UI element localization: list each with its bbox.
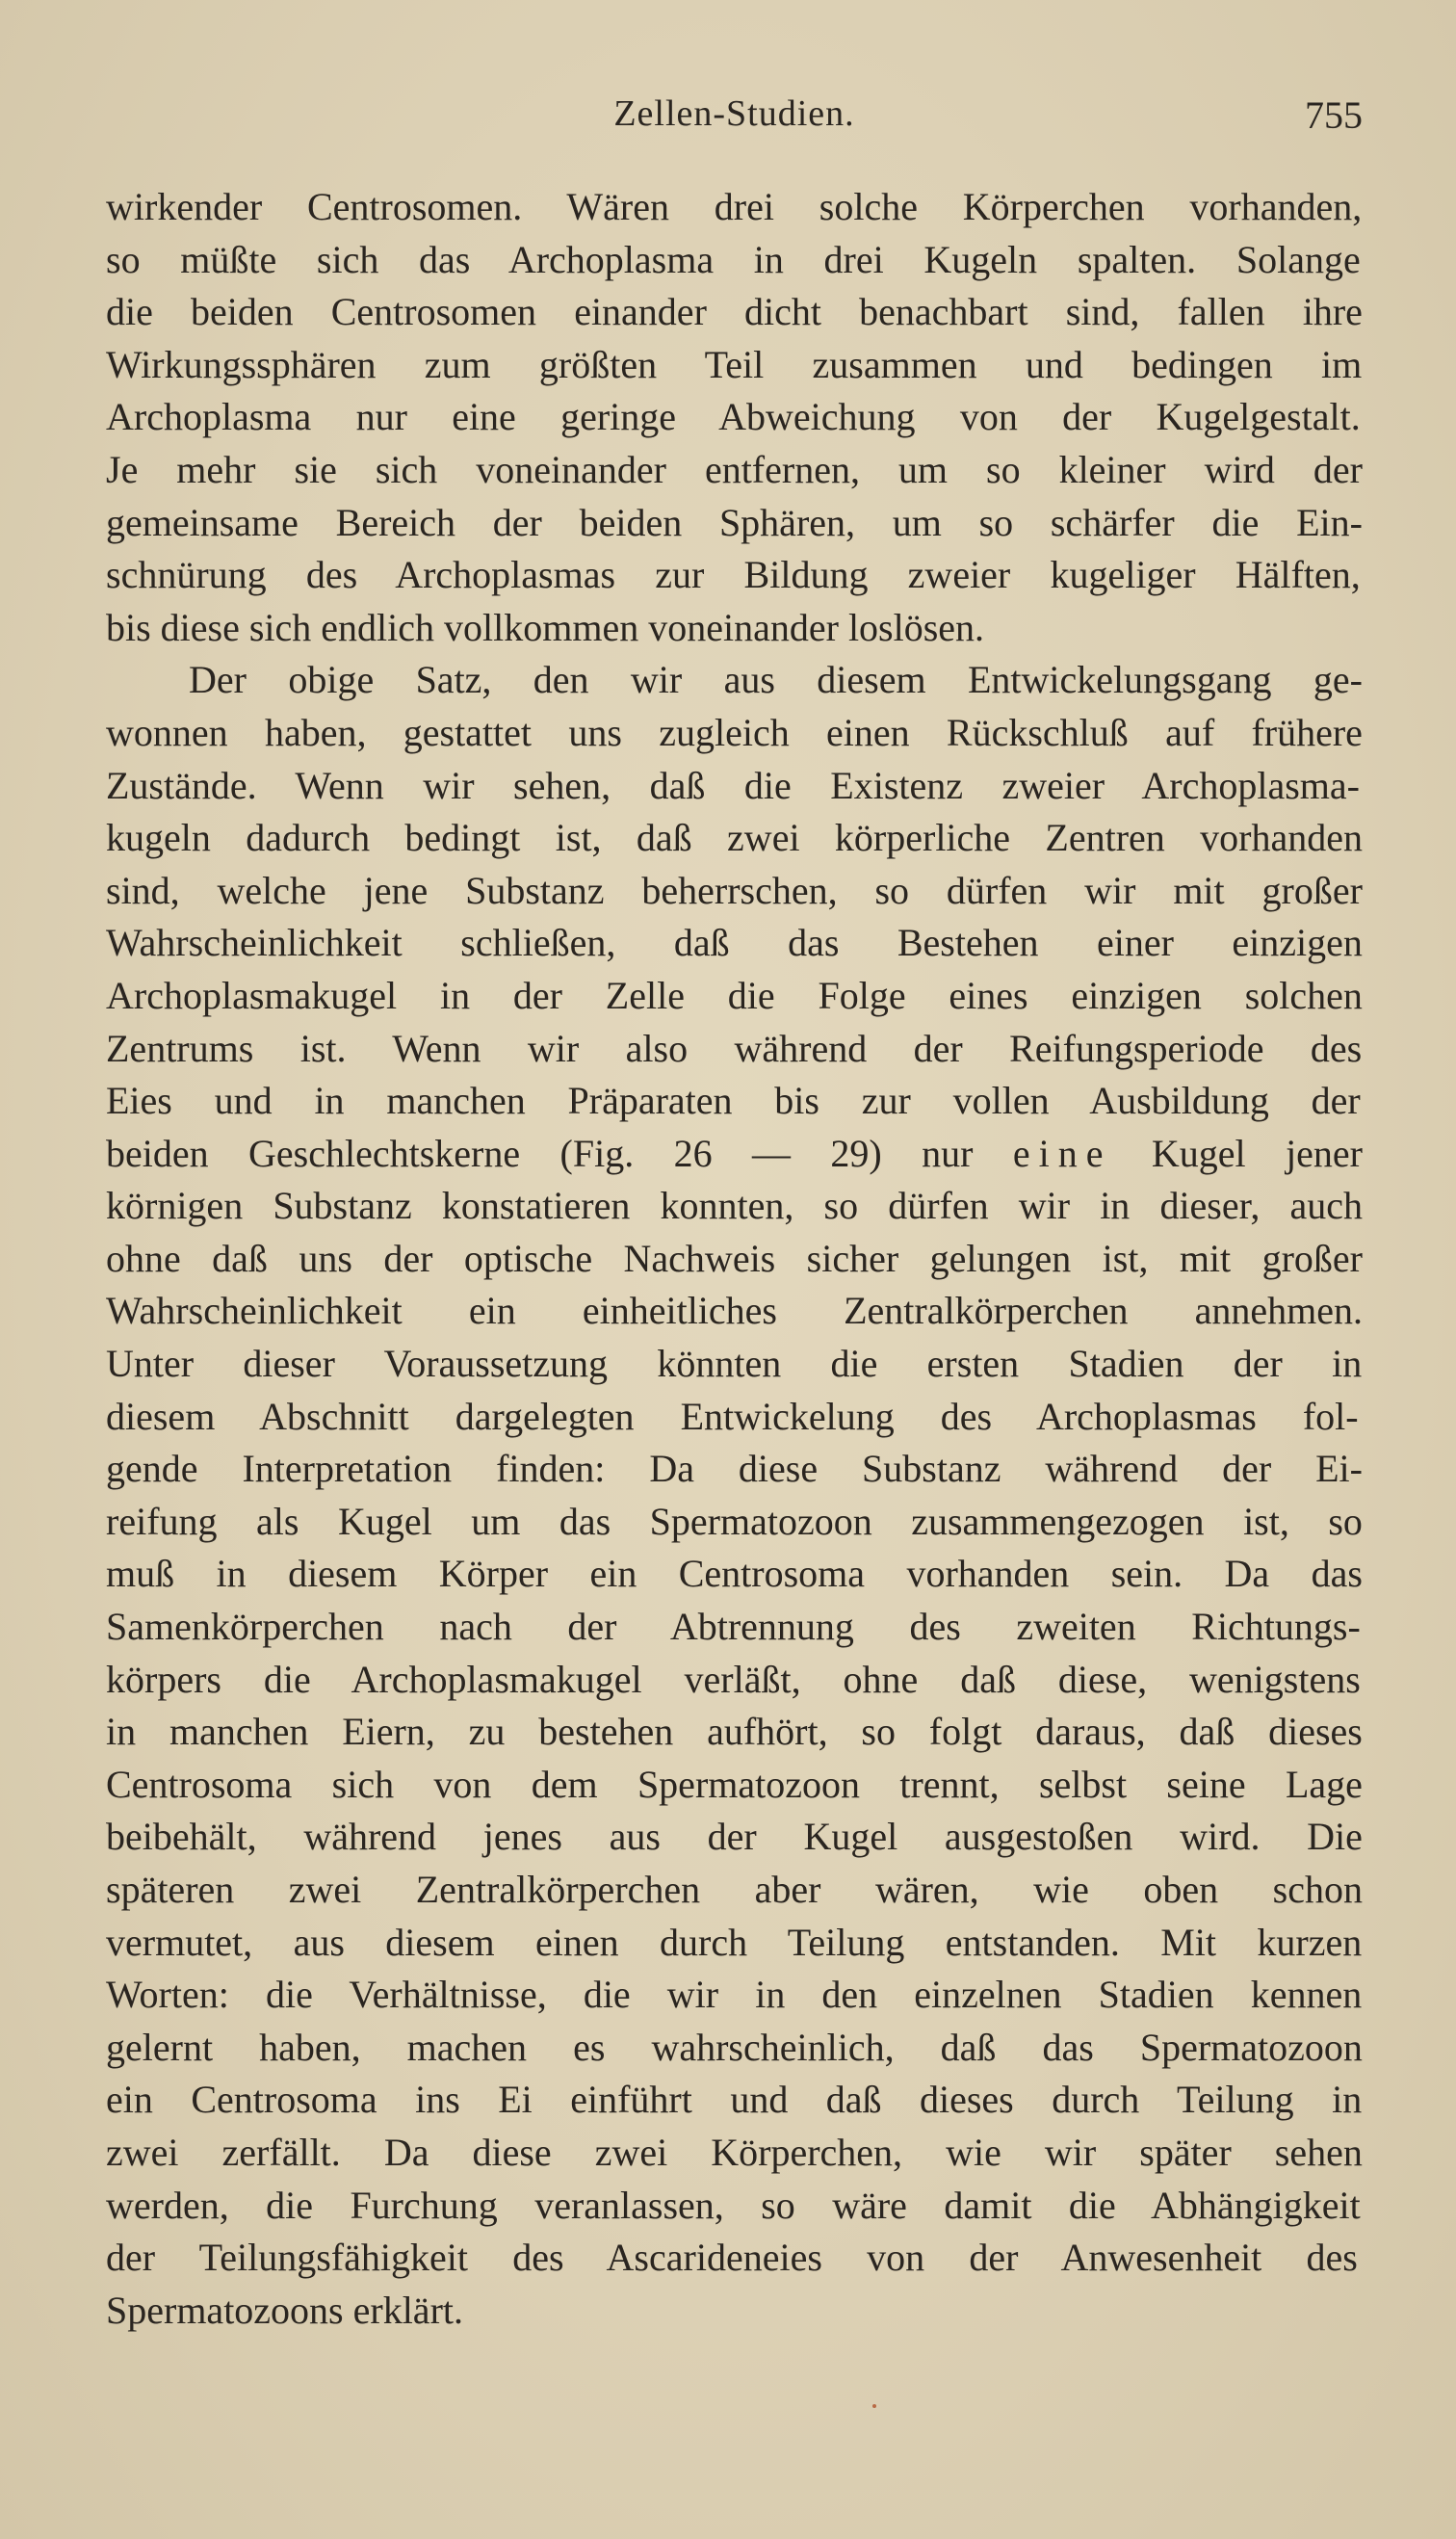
text-line: Spermatozoons erklärt.: [106, 2288, 463, 2332]
running-title: Zellen-Studien.: [613, 93, 855, 134]
text-line: zwei zerfällt. Da diese zwei Körperchen, wie wir später sehen: [106, 2130, 1363, 2174]
text-line: ein Centrosoma ins Ei einführt und daß dieses durch Teilung in: [106, 2078, 1363, 2122]
text-line: Centrosoma sich von dem Spermatozoon trennt, selbst seine Lage: [106, 1762, 1363, 1806]
text-line-emphasis: [106, 1128, 1363, 1181]
text-line: der Teilungsfähigkeit des Ascarideneies von der Anwesenheit des: [106, 2236, 1358, 2280]
text-line: späteren zwei Zentralkörperchen aber wären, wie oben schon: [106, 1868, 1363, 1911]
text-line: ohne daß uns der optische Nachweis sicher gelungen ist, mit großer: [106, 1236, 1363, 1280]
page-number: 755: [1305, 93, 1363, 137]
text-line: sind, welche jene Substanz beherrschen, so dürfen wir mit großer: [106, 868, 1363, 912]
text-line: Wahrscheinlichkeit ein einheitliches Zentralkörperchen annehmen.: [106, 1289, 1363, 1333]
text-line: körnigen Substanz konstatieren konnten, so dürfen wir in dieser, auch: [106, 1184, 1363, 1228]
text-line: vermutet, aus diesem einen durch Teilung entstanden. Mit kurzen: [106, 1920, 1363, 1964]
text-line: Archoplasmakugel in der Zelle die Folge eines einzigen solchen: [106, 973, 1363, 1017]
text-line: Der obige Satz, den wir aus diesem Entwickelungsgang ge-: [189, 658, 1363, 702]
text-line: werden, die Furchung veranlassen, so wäre damit die Abhängigkeit: [106, 2183, 1361, 2227]
text-line: bis diese sich endlich vollkommen voneinander loslösen.: [106, 605, 985, 649]
text-line: gemeinsame Bereich der beiden Sphären, um so schärfer die Ein-: [106, 500, 1363, 544]
text-line: die beiden Centrosomen einander dicht benachbart sind, fallen ihre: [106, 290, 1363, 334]
text-line: Zentrums ist. Wenn wir also während der Reifungsperiode des: [106, 1026, 1363, 1070]
page-header: [106, 92, 1363, 150]
text-line: schnürung des Archoplasmas zur Bildung zweier kugeliger Hälften,: [106, 553, 1361, 597]
text-line: Je mehr sie sich voneinander entfernen, um so kleiner wird der: [106, 447, 1363, 491]
text-line: Worten: die Verhältnisse, die wir in den einzelnen Stadien kennen: [106, 1973, 1363, 2017]
text-segment: Kugel jener: [1151, 1131, 1363, 1175]
text-segment: beiden Geschlechtskerne (Fig. 26 — 29) nur: [106, 1131, 974, 1175]
text-line: Wirkungssphären zum größten Teil zusammen und bedingen im: [106, 342, 1363, 386]
text-line: Wahrscheinlichkeit schließen, daß das Bestehen einer einzigen: [106, 921, 1363, 965]
text-line: wonnen haben, gestattet uns zugleich einen Rückschluß auf frühere: [106, 710, 1363, 754]
text-line: so müßte sich das Archoplasma in drei Kugeln spalten. Solange: [106, 237, 1361, 281]
text-line: Archoplasma nur eine geringe Abweichung von der Kugelgestalt.: [106, 395, 1361, 439]
text-line: gelernt haben, machen es wahrscheinlich, daß das Spermatozoon: [106, 2025, 1363, 2069]
text-line: beibehält, während jenes aus der Kugel ausgestoßen wird. Die: [106, 1815, 1363, 1859]
body-text: [106, 181, 1363, 2337]
text-line: gende Interpretation finden: Da diese Substanz während der Ei-: [106, 1447, 1363, 1491]
text-line: körpers die Archoplasmakugel verläßt, ohne daß diese, wenigstens: [106, 1657, 1361, 1701]
text-line: muß in diesem Körper ein Centrosoma vorhanden sein. Da das: [106, 1552, 1363, 1596]
text-line: Unter dieser Voraussetzung könnten die ersten Stadien der in: [106, 1342, 1363, 1386]
text-line: wirkender Centrosomen. Wären drei solche Körperchen vorhanden,: [106, 185, 1363, 228]
text-line: diesem Abschnitt dargelegten Entwickelung des Archoplasmas fol-: [106, 1394, 1359, 1438]
text-line: Eies und in manchen Präparaten bis zur vollen Ausbildung der: [106, 1079, 1361, 1123]
paper-speck: [872, 2404, 876, 2408]
text-line: Samenkörperchen nach der Abtrennung des zweiten Richtungs-: [106, 1605, 1361, 1649]
text-line: in manchen Eiern, zu bestehen aufhört, so folgt daraus, daß dieses: [106, 1710, 1363, 1754]
text-line: reifung als Kugel um das Spermatozoon zusammengezogen ist, so: [106, 1499, 1363, 1543]
text-line: kugeln dadurch bedingt ist, daß zwei körperliche Zentren vorhanden: [106, 816, 1363, 860]
spaced-emphasis: eine: [1012, 1131, 1112, 1175]
text-line: Zustände. Wenn wir sehen, daß die Existenz zweier Archoplasma-: [106, 763, 1360, 807]
